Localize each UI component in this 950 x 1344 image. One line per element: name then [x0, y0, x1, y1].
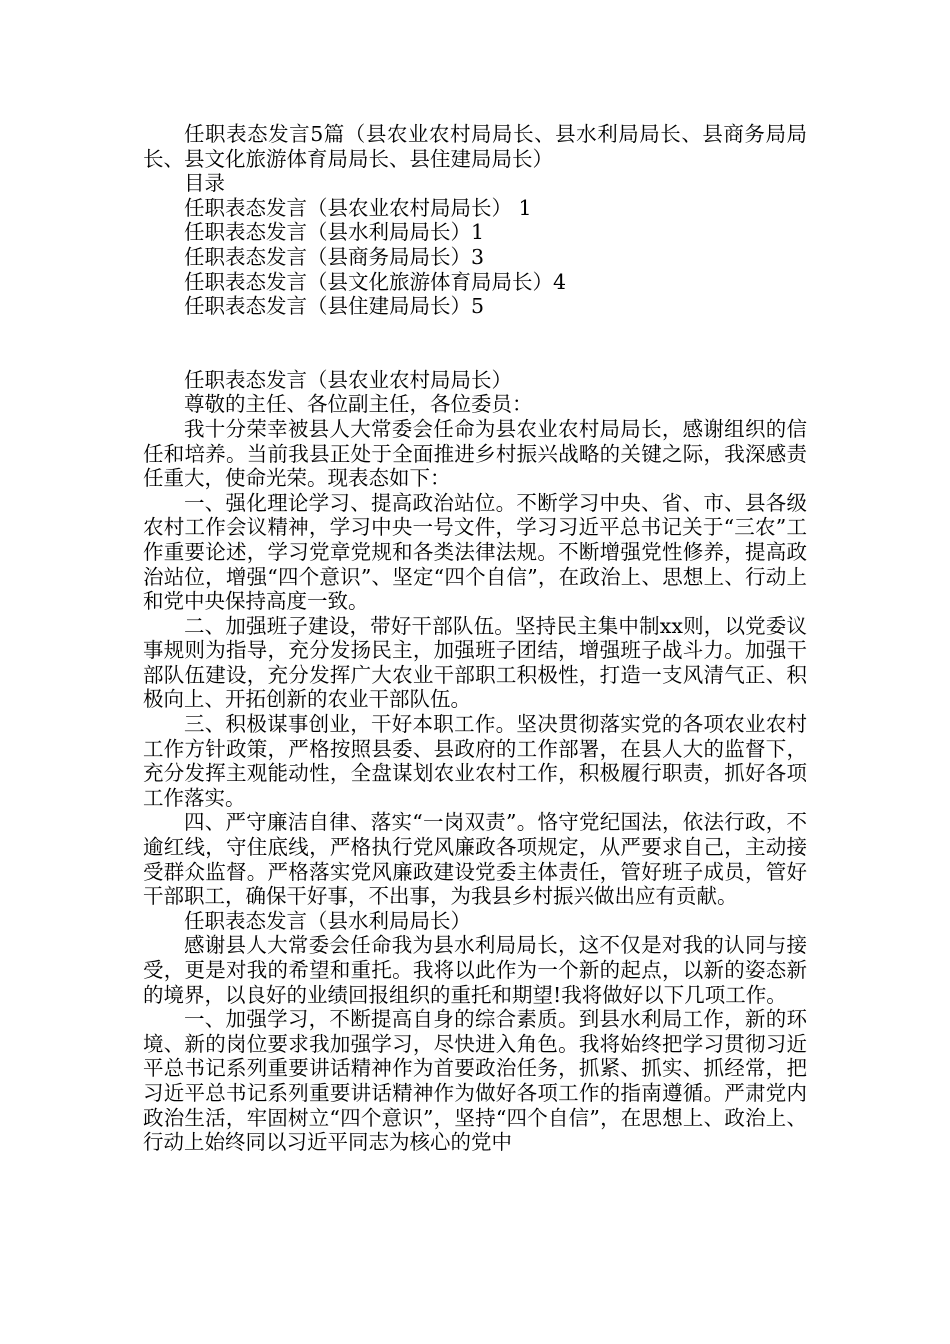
- document-body: [143, 122, 807, 1155]
- section-heading: 任职表态发言（县农业农村局局长）: [184, 367, 512, 392]
- toc-item: 任职表态发言（县文化旅游体育局局长）4: [184, 269, 567, 294]
- paragraph: 一、强化理论学习、提高政治站位。不断学习中央、省、市、县各级农村工作会议精神，学习中央一号文件，学习习近平总书记关于“三农”工作重要论述，学习党章党规和各类法律法规。不断增强党性修养，提高政治站位，增强“四个意识”、坚定“四个自信”，在政治上、思想上、行动上和党中央保持高度一致。: [143, 490, 807, 614]
- toc-heading: 目录: [184, 171, 225, 196]
- toc-item: 任职表态发言（县农业农村局局长） 1: [184, 195, 532, 220]
- section-heading: 任职表态发言（县水利局局长）: [184, 908, 471, 933]
- document-title: 任职表态发言5篇（县农业农村局局长、县水利局局长、县商务局局长、县文化旅游体育局局长、县住建局局长）: [143, 122, 807, 171]
- paragraph: 四、严守廉洁自律、落实“一岗双责”。恪守党纪国法，依法行政，不逾红线，守住底线，严格执行党风廉政各项规定，从严要求自己，主动接受群众监督。严格落实党风廉政建设党委主体责任，管好班子成员，管好干部职工，确保干好事，不出事，为我县乡村振兴做出应有贡献。: [143, 810, 807, 909]
- toc-item: 任职表态发言（县住建局局长）5: [184, 294, 485, 319]
- blank-space: [143, 319, 807, 368]
- toc-item: 任职表态发言（县商务局局长）3: [184, 244, 485, 269]
- paragraph: 尊敬的主任、各位副主任，各位委员：: [184, 392, 533, 417]
- paragraph: 一、加强学习，不断提高自身的综合素质。到县水利局工作，新的环境、新的岗位要求我加强学习，尽快进入角色。我将始终把学习贯彻习近平总书记系列重要讲话精神作为首要政治任务，抓紧、抓实、抓经常，把习近平总书记系列重要讲话精神作为做好各项工作的指南遵循。严肃党内政治生活，牢固树立“四个意识”，坚持“四个自信”，在思想上、政治上、行动上始终同以习近平同志为核心的党中: [143, 1007, 807, 1155]
- paragraph: 二、加强班子建设，带好干部队伍。坚持民主集中制xx则，以党委议事规则为指导，充分发扬民主，加强班子团结，增强班子战斗力。加强干部队伍建设，充分发挥广大农业干部职工积极性，打造一支风清气正、积极向上、开拓创新的农业干部队伍。: [143, 613, 807, 712]
- paragraph: 三、积极谋事创业，干好本职工作。坚决贯彻落实党的各项农业农村工作方针政策，严格按照县委、县政府的工作部署，在县人大的监督下，充分发挥主观能动性，全盘谋划农业农村工作，积极履行职责，抓好各项工作落实。: [143, 712, 807, 810]
- paragraph: 我十分荣幸被县人大常委会任命为县农业农村局局长，感谢组织的信任和培养。当前我县正处于全面推进乡村振兴战略的关键之际，我深感责任重大，使命光荣。现表态如下：: [143, 416, 807, 491]
- toc-item: 任职表态发言（县水利局局长）1: [184, 220, 485, 245]
- paragraph: 感谢县人大常委会任命我为县水利局局长，这不仅是对我的认同与接受，更是对我的希望和重托。我将以此作为一个新的起点，以新的姿态新的境界，以良好的业绩回报组织的重托和期望!我将做好以下几项工作。: [143, 933, 807, 1007]
